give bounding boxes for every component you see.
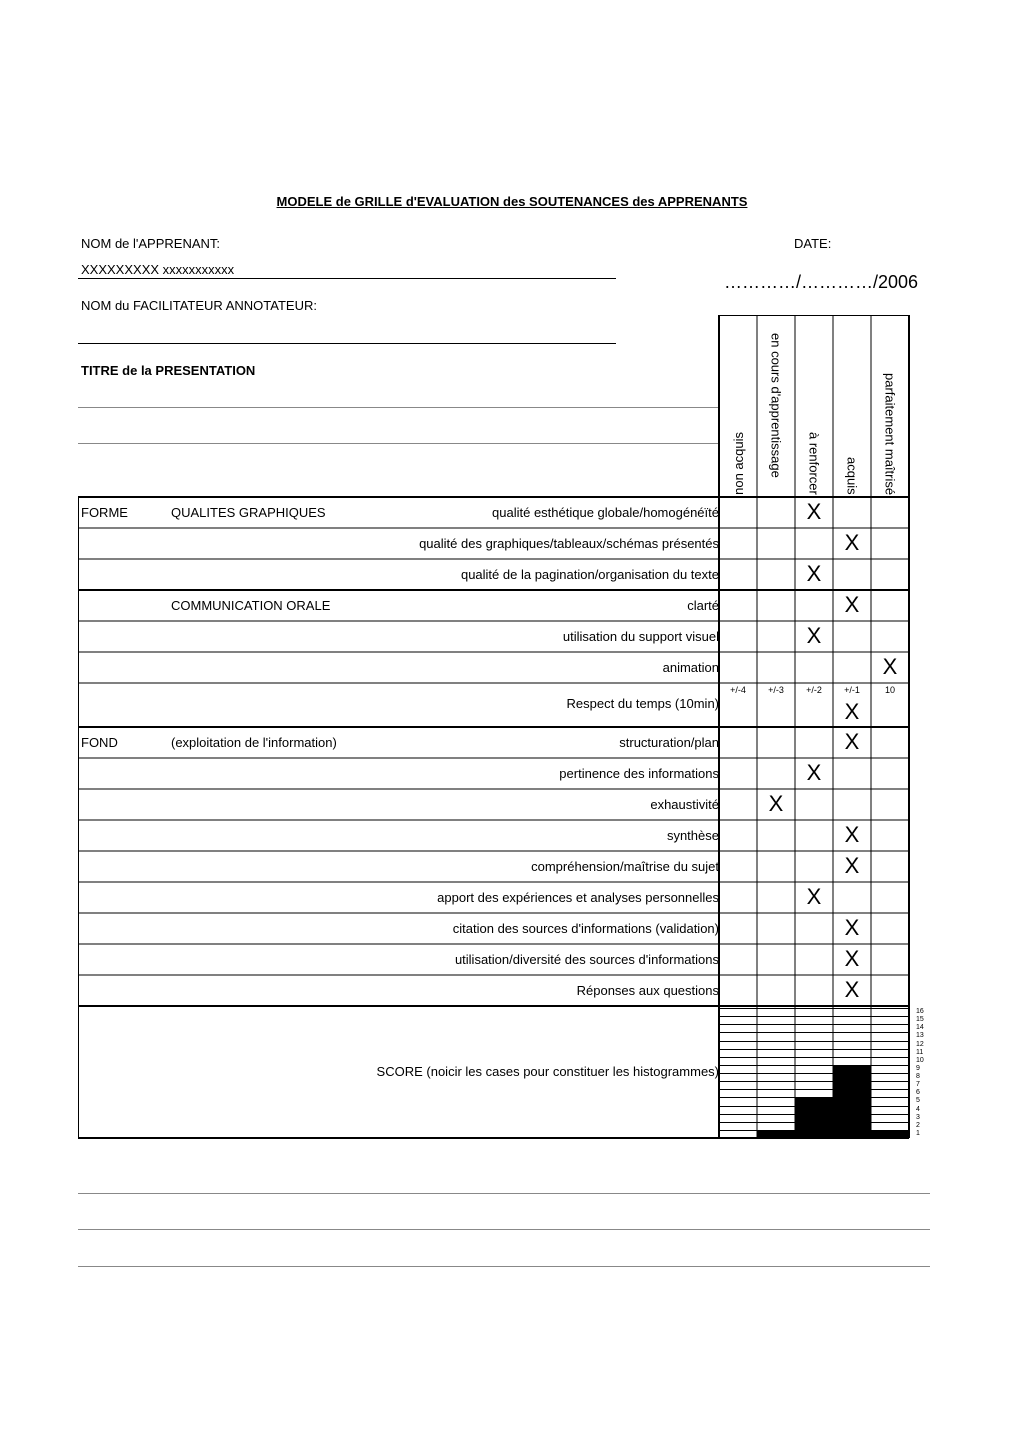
score-grid-line (719, 1008, 909, 1009)
criterion-mark[interactable]: X (806, 884, 822, 909)
score-scale-number: 10 (916, 1056, 924, 1064)
criterion-label: utilisation/diversité des sources d'informations (454, 952, 719, 967)
score-bar[interactable] (757, 1130, 795, 1138)
section-fond: FOND (81, 735, 118, 750)
score-scale-number: 4 (916, 1105, 920, 1113)
score-grid-line (719, 1024, 909, 1025)
criterion-label: qualité esthétique globale/homogénéïté (492, 505, 719, 520)
criterion-mark[interactable]: X (806, 760, 822, 785)
score-scale-number: 16 (916, 1008, 924, 1015)
time-scale-label: +/-3 (768, 685, 784, 695)
column-header-a-renforcer: à renforcer (806, 432, 822, 495)
score-scale-number: 15 (916, 1016, 924, 1024)
criterion-mark[interactable]: X (806, 623, 822, 648)
time-scale-label: +/-1 (844, 685, 860, 695)
score-grid-line (719, 1073, 909, 1074)
criterion-mark[interactable]: X (806, 561, 822, 586)
criterion-mark[interactable]: X (844, 530, 860, 555)
criterion-label: compréhension/maîtrise du sujet (531, 859, 719, 874)
criterion-mark[interactable]: X (844, 822, 860, 847)
score-scale-number: 9 (916, 1064, 920, 1072)
score-grid-line (719, 1138, 909, 1139)
section-forme: FORME (81, 505, 128, 520)
score-grid-line (719, 1049, 909, 1050)
learner-name-underline (78, 278, 616, 279)
criterion-mark[interactable]: X (844, 699, 860, 724)
score-grid-line (719, 1041, 909, 1042)
presentation-title-label: TITRE de la PRESENTATION (81, 363, 256, 378)
score-bar[interactable] (871, 1130, 909, 1138)
criterion-label: utilisation du support visuel (562, 629, 719, 644)
score-grid-line (719, 1065, 909, 1066)
criterion-label: synthèse (666, 828, 719, 843)
criterion-mark[interactable]: X (844, 977, 860, 1002)
criterion-mark[interactable]: X (844, 853, 860, 878)
criterion-label: structuration/plan (619, 735, 719, 750)
score-scale-number: 6 (916, 1089, 920, 1097)
score-label: SCORE (noicir les cases pour constituer les histogrammes) (376, 1064, 719, 1079)
notes-line-2[interactable] (78, 1229, 930, 1230)
score-scale-number: 3 (916, 1113, 920, 1121)
criterion-mark[interactable]: X (806, 499, 822, 524)
criterion-mark[interactable]: X (844, 729, 860, 754)
time-scale-label: +/-2 (806, 685, 822, 695)
criterion-mark[interactable]: X (844, 592, 860, 617)
score-scale-number: 13 (916, 1032, 924, 1040)
score-scale-number: 11 (916, 1048, 924, 1056)
notes-line-3[interactable] (78, 1266, 930, 1267)
column-header-en-cours: en cours d'apprentissage (768, 333, 784, 478)
date-value[interactable]: …………/…………/2006 (724, 272, 919, 292)
criterion-label: apport des expériences et analyses personnelles (437, 890, 719, 905)
score-scale-number: 2 (916, 1121, 920, 1129)
facilitator-name-label: NOM du FACILITATEUR ANNOTATEUR: (81, 298, 317, 313)
date-label: DATE: (794, 236, 832, 251)
criterion-mark[interactable]: X (882, 654, 898, 679)
section-qualites-graphiques: QUALITES GRAPHIQUES (171, 505, 326, 520)
document-title: MODELE de GRILLE d'EVALUATION des SOUTENANCES des APPRENANTS (276, 194, 748, 209)
criterion-label: citation des sources d'informations (validation) (452, 921, 719, 936)
score-scale-number: 7 (916, 1081, 920, 1089)
criterion-label: qualité de la pagination/organisation du texte (460, 567, 719, 582)
column-header-parfaitement-maitrise: parfaitement maîtrisé (882, 372, 898, 495)
score-scale-number: 1 (916, 1129, 920, 1137)
time-scale-label: +/-4 (730, 685, 746, 695)
score-scale-number: 5 (916, 1097, 920, 1105)
criterion-mark[interactable]: X (768, 791, 784, 816)
criterion-mark[interactable]: X (844, 915, 860, 940)
score-bar[interactable] (795, 1097, 833, 1138)
time-scale-label: 10 (884, 685, 895, 695)
score-scale-number: 14 (916, 1024, 924, 1032)
column-header-acquis: acquis (844, 457, 860, 495)
score-grid-line (719, 1081, 909, 1082)
criterion-label: Respect du temps (10min) (566, 696, 719, 711)
score-bar[interactable] (833, 1065, 871, 1138)
section-communication-orale: COMMUNICATION ORALE (171, 598, 331, 613)
score-grid-line (719, 1057, 909, 1058)
criterion-label: clarté (687, 598, 719, 613)
criterion-label: pertinence des informations (559, 766, 719, 781)
section-exploitation: (exploitation de l'information) (171, 735, 337, 750)
score-grid-line (719, 1089, 909, 1090)
learner-name-label: NOM de l'APPRENANT: (81, 236, 221, 251)
score-grid-line (719, 1032, 909, 1033)
criterion-label: Réponses aux questions (576, 983, 719, 998)
criterion-label: qualité des graphiques/tableaux/schémas présentés (419, 536, 719, 551)
score-scale-number: 8 (916, 1073, 920, 1080)
criterion-label: animation (662, 660, 719, 675)
criterion-label: exhaustivité (650, 797, 719, 812)
column-header-non-acquis: non acquis (730, 432, 746, 495)
learner-name-value[interactable]: XXXXXXXXX xxxxxxxxxxx (81, 262, 235, 277)
score-scale-number: 12 (916, 1040, 924, 1048)
criterion-mark[interactable]: X (844, 946, 860, 971)
score-grid-line (719, 1016, 909, 1017)
notes-line-1[interactable] (78, 1193, 930, 1194)
